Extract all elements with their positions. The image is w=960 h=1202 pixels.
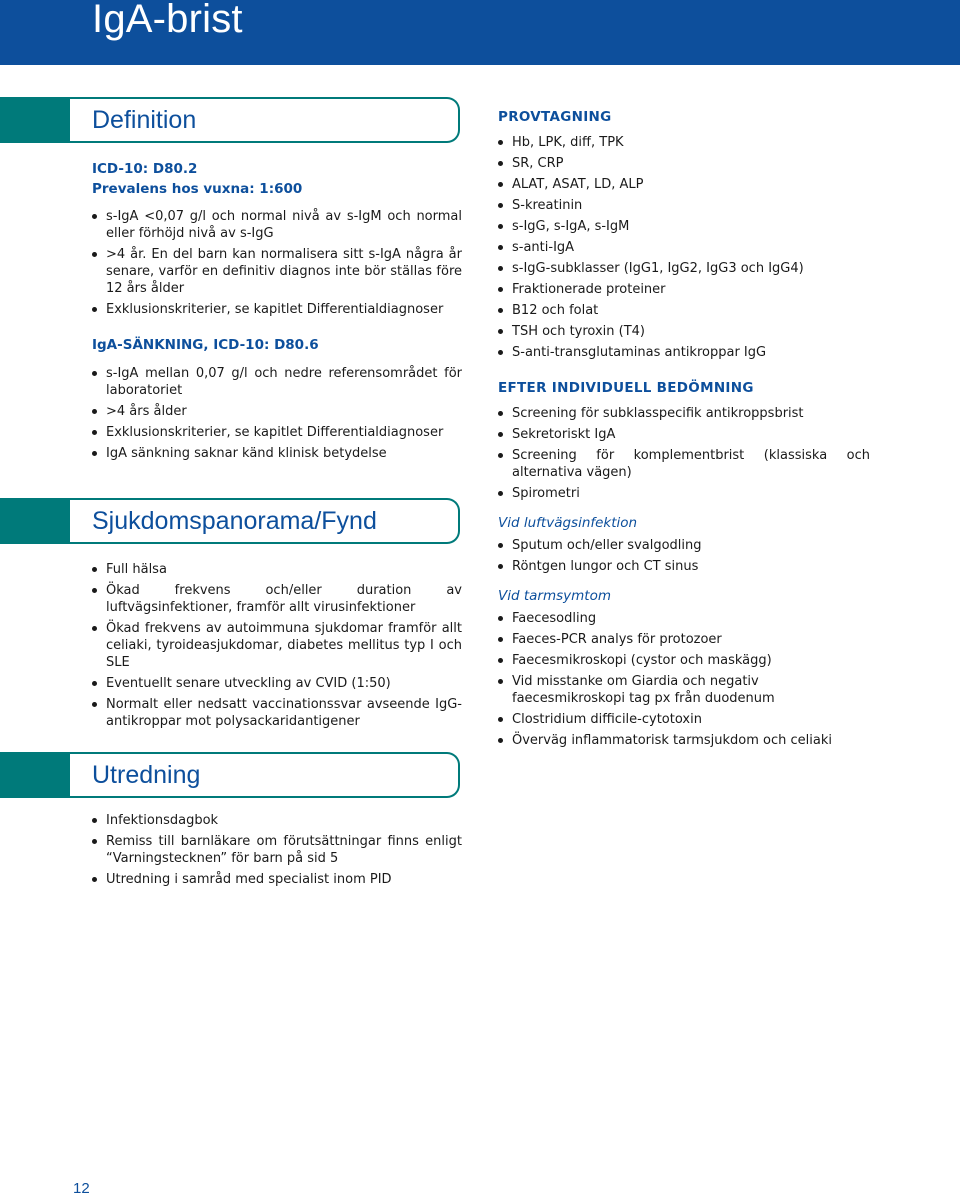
- list-item: >4 års ålder: [92, 403, 462, 420]
- section-title-sjukdomspanorama: Sjukdomspanorama/Fynd: [92, 507, 377, 535]
- list-item: Spirometri: [498, 485, 870, 502]
- section-header-definition: [0, 97, 462, 143]
- section-title-definition: Definition: [92, 106, 197, 134]
- list-item: B12 och folat: [498, 302, 870, 319]
- list-item: Full hälsa: [92, 561, 462, 578]
- sjukdomspanorama-body: [92, 561, 462, 734]
- list-item: s-IgA mellan 0,07 g/l och nedre referensområdet för laboratoriet: [92, 365, 462, 399]
- list-item: Faecesmikroskopi (cystor och maskägg): [498, 652, 870, 669]
- list-item: Screening för komplementbrist (klassiska och alternativa vägen): [498, 447, 870, 481]
- iga-sankning-list: [92, 365, 462, 462]
- list-item: Vid misstanke om Giardia och negativ faecesmikroskopi tag px från duodenum: [498, 673, 870, 707]
- list-item: Röntgen lungor och CT sinus: [498, 558, 870, 575]
- list-item: Normalt eller nedsatt vaccinationssvar avseende IgG-antikroppar mot polysackaridantigener: [92, 696, 462, 730]
- list-item: Eventuellt senare utveckling av CVID (1:50): [92, 675, 462, 692]
- luftvagsinfektion-heading: Vid luftvägsinfektion: [498, 515, 638, 531]
- list-item: Clostridium difficile-cytotoxin: [498, 711, 870, 728]
- icd-code: ICD-10: D80.2: [92, 161, 198, 177]
- list-item: Ökad frekvens av autoimmuna sjukdomar framför allt celiaki, tyroideasjukdomar, diabetes mellitus typ I och SLE: [92, 620, 462, 671]
- page-number: 12: [73, 1180, 90, 1197]
- list-item: Ökad frekvens och/eller duration av luftvägsinfektioner, framför allt virusinfektioner: [92, 582, 462, 616]
- list-item: s-IgG, s-IgA, s-IgM: [498, 218, 870, 235]
- luftvagsinfektion-list: [498, 537, 870, 575]
- utredning-body: [92, 812, 462, 892]
- list-item: Remiss till barnläkare om förutsättningar finns enligt “Varningstecknen” för barn på sid 5: [92, 833, 462, 867]
- section-header-sjukdomspanorama: [0, 498, 462, 544]
- provtagning-list: [498, 134, 870, 361]
- list-item: TSH och tyroxin (T4): [498, 323, 870, 340]
- list-item: Exklusionskriterier, se kapitlet Differentialdiagnoser: [92, 301, 462, 318]
- list-item: Sputum och/eller svalgodling: [498, 537, 870, 554]
- list-item: Infektionsdagbok: [92, 812, 462, 829]
- tarmsymtom-heading: Vid tarmsymtom: [498, 588, 611, 604]
- iga-sankning-subheading: IgA-SÄNKNING, ICD-10: D80.6: [92, 337, 319, 353]
- list-item: Faeces-PCR analys för protozoer: [498, 631, 870, 648]
- list-item: s-IgG-subklasser (IgG1, IgG2, IgG3 och IgG4): [498, 260, 870, 277]
- definition-list: [92, 208, 462, 318]
- list-item: IgA sänkning saknar känd klinisk betydelse: [92, 445, 462, 462]
- provtagning-heading: PROVTAGNING: [498, 109, 612, 125]
- list-item: s-anti-IgA: [498, 239, 870, 256]
- list-item: Överväg inflammatorisk tarmsjukdom och celiaki: [498, 732, 870, 749]
- list-item: ALAT, ASAT, LD, ALP: [498, 176, 870, 193]
- list-item: S-kreatinin: [498, 197, 870, 214]
- prevalence: Prevalens hos vuxna: 1:600: [92, 181, 303, 197]
- list-item: S-anti-transglutaminas antikroppar IgG: [498, 344, 870, 361]
- right-column: [498, 107, 870, 753]
- utredning-list: [92, 812, 462, 888]
- list-item: Utredning i samråd med specialist inom PID: [92, 871, 462, 888]
- tarmsymtom-list: [498, 610, 870, 749]
- list-item: >4 år. En del barn kan normalisera sitt s-IgA några år senare, varför en definitiv diagnos inte bör ställas före 12 års ålder: [92, 246, 462, 297]
- list-item: Exklusionskriterier, se kapitlet Differentialdiagnoser: [92, 424, 462, 441]
- list-item: Hb, LPK, diff, TPK: [498, 134, 870, 151]
- list-item: Faecesodling: [498, 610, 870, 627]
- efter-individuell-bedomning-list: [498, 405, 870, 502]
- header-bar: [0, 0, 960, 65]
- sjukdomspanorama-list: [92, 561, 462, 730]
- efter-individuell-bedomning-heading: EFTER INDIVIDUELL BEDÖMNING: [498, 380, 754, 396]
- list-item: s-IgA <0,07 g/l och normal nivå av s-IgM och normal eller förhöjd nivå av s-IgG: [92, 208, 462, 242]
- definition-body: [92, 159, 462, 466]
- list-item: Sekretoriskt IgA: [498, 426, 870, 443]
- section-header-utredning: [0, 752, 462, 798]
- list-item: SR, CRP: [498, 155, 870, 172]
- page-title: IgA-brist: [92, 0, 243, 41]
- section-title-utredning: Utredning: [92, 761, 201, 789]
- list-item: Screening för subklasspecifik antikroppsbrist: [498, 405, 870, 422]
- list-item: Fraktionerade proteiner: [498, 281, 870, 298]
